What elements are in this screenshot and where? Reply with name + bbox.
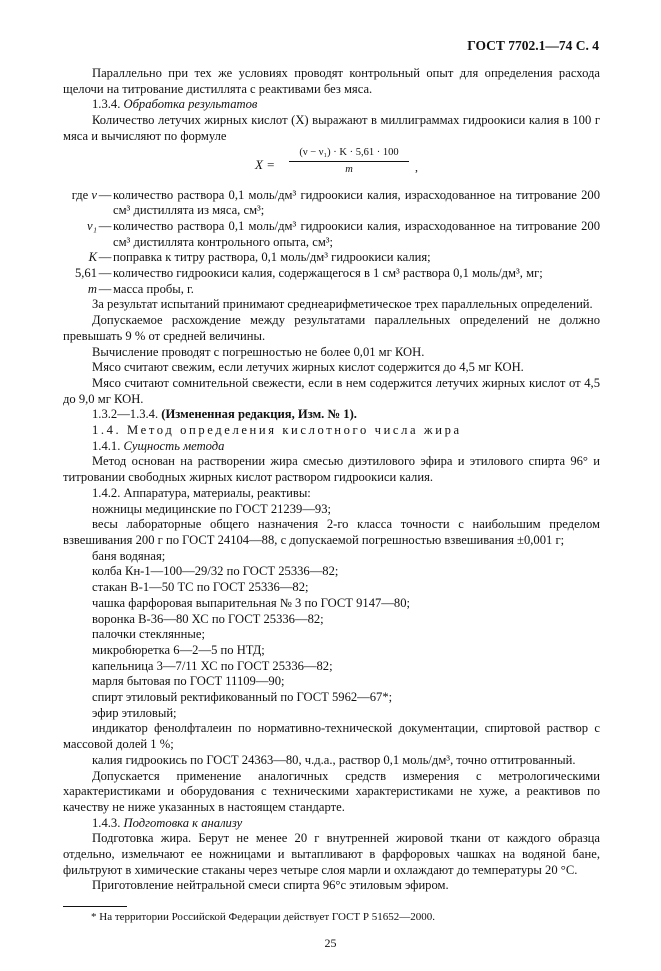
list-item: марля бытовая по ГОСТ 11109—90; <box>92 674 285 689</box>
section-title: Сущность метода <box>123 438 225 453</box>
section-heading: 1.4. Метод определения кислотного числа жира <box>92 423 462 438</box>
amendment-note <box>63 407 600 423</box>
definition-item <box>63 250 600 266</box>
paragraph: Количество летучих жирных кислот (X) выражают в миллиграммах гидроокиси калия в 100 г мяса и вычисляют по формуле <box>63 113 600 143</box>
definition-text: количество гидроокиси калия, содержащегося в 1 см³ раствора 0,1 моль/дм³, мг; <box>113 266 543 281</box>
definition-dash: — <box>98 281 112 296</box>
definition-term: ν <box>91 187 97 202</box>
definition-item <box>63 282 600 298</box>
section-heading <box>63 439 600 455</box>
paragraph: Мясо считают свежим, если летучих жирных кислот содержится до 4,5 мг КОН. <box>92 360 524 375</box>
list-item: колба Кн-1—100—29/32 по ГОСТ 25336—82; <box>92 564 339 579</box>
footnote-divider <box>63 906 127 907</box>
list-item: воронка В-36—80 ХС по ГОСТ 25336—82; <box>92 611 324 626</box>
definition-text: поправка к титру раствора, 0,1 моль/дм³ гидроокиси калия; <box>113 250 431 265</box>
definition-text: количество раствора 0,1 моль/дм³ гидроокиси калия, израсходованное на титрование 200 см³ дистиллята из мяса, см³; <box>113 187 600 218</box>
formula-fraction <box>289 146 409 176</box>
definition-term-cell <box>63 188 97 219</box>
list-item: ножницы медицинские по ГОСТ 21239—93; <box>92 501 332 516</box>
definition-term: m <box>87 281 97 296</box>
formula-numerator: (ν − ν₁) · K · 5,61 · 100 <box>299 146 399 158</box>
paragraph: Метод основан на растворении жира смесью диэтилового эфира и этилового спирта 96° и титровании свободных жирных кислот раствором гидроокиси калия. <box>63 454 600 485</box>
list-item: микробюретка 6—2—5 по НТД; <box>92 642 265 657</box>
list-item: баня водяная; <box>92 548 166 563</box>
amendment-text: (Измененная редакция, Изм. № 1). <box>161 407 357 422</box>
definition-term: 5,61 <box>74 266 97 281</box>
definition-term: K <box>88 250 97 265</box>
formula-lhs: X = <box>255 156 275 172</box>
list-item: чашка фарфоровая выпарительная № 3 по ГОСТ 9147—80; <box>92 595 410 610</box>
definition-item <box>63 188 600 219</box>
paragraph: Допускается применение аналогичных средств измерения с метрологическими характеристиками и оборудования с техническими характеристиками не хуже, а реактивов по качеству не ниже указанных в настоящем стандарте. <box>63 768 600 814</box>
definition-item <box>63 266 600 282</box>
section-title: Подготовка к анализу <box>123 815 243 830</box>
paragraph: За результат испытаний принимают среднеарифметическое трех параллельных определений. <box>92 297 593 312</box>
definition-text: масса пробы, г. <box>113 281 194 296</box>
definition-item <box>63 219 600 250</box>
list-item: индикатор фенолфталеин по нормативно-технической документации, спиртовой раствор с массовой долей 1 %; <box>63 721 600 752</box>
section-number: 1.4.3. <box>92 815 121 830</box>
paragraph: Параллельно при тех же условиях проводят контрольный опыт для определения расхода щелочи на титрование дистиллята с реактивами без мяса. <box>63 66 600 96</box>
definition-dash: — <box>98 266 112 281</box>
formula-comma: , <box>415 159 418 174</box>
paragraph: Вычисление проводят с погрешностью не более 0,01 мг КОН. <box>92 344 425 359</box>
definition-dash: — <box>98 250 112 265</box>
definition-text: количество раствора 0,1 моль/дм³ гидроокиси калия, израсходованное на титрование 200 см³ дистиллята контрольного опыта, см³; <box>113 218 600 249</box>
footnote: * На территории Российской Федерации действует ГОСТ Р 51652—2000. <box>91 911 436 924</box>
paragraph: Допускаемое расхождение между результатами параллельных определений не должно превышать 9 % от средней величины. <box>63 313 600 343</box>
section-number: 1.3.4. <box>92 97 121 112</box>
page-number: 25 <box>324 936 337 951</box>
definition-prefix: где <box>71 187 89 202</box>
list-item: спирт этиловый ректификованный по ГОСТ 5962—67*; <box>92 690 393 705</box>
list-item: палочки стеклянные; <box>92 627 205 642</box>
paragraph: Мясо считают сомнительной свежести, если в нем содержится летучих жирных кислот от 4,5 до 9,0 мг КОН. <box>63 375 600 406</box>
list-item: весы лабораторные общего назначения 2-го класса точности с наибольшим пределом взвешивания 200 г по ГОСТ 24104—88, с допускаемой погрешностью взвешивания ±0,001 г; <box>63 517 600 547</box>
list-item: стакан В-1—50 ТС по ГОСТ 25336—82; <box>92 580 309 595</box>
formula <box>63 146 600 186</box>
amendment-number: 1.3.2—1.3.4. <box>92 407 159 422</box>
fraction-bar <box>289 161 409 162</box>
definition-dash: — <box>98 187 112 202</box>
section-heading: 1.4.2. Аппаратура, материалы, реактивы: <box>92 485 311 500</box>
paragraph: Приготовление нейтральной смеси спирта 96°с этиловым эфиром. <box>92 878 449 893</box>
list-item: эфир этиловый; <box>92 705 177 720</box>
running-header: ГОСТ 7702.1—74 С. 4 <box>467 38 599 53</box>
definition-dash: — <box>98 218 112 233</box>
section-number: 1.4.1. <box>92 438 121 453</box>
section-title: Обработка результатов <box>123 97 258 112</box>
section-heading <box>63 97 600 113</box>
list-item: капельница 3—7/11 ХС по ГОСТ 25336—82; <box>92 658 333 673</box>
formula-denominator: m <box>345 163 353 175</box>
paragraph: Подготовка жира. Берут не менее 20 г внутренней жировой ткани от каждого образца отдельно, измельчают ее ножницами и вытапливают в фарфоровых чашках на водяной бане, фильтруют в химические стаканы через четыре слоя марли и охлаждают до температуры 20 °С. <box>63 831 600 877</box>
definition-term: ν₁ <box>87 218 97 233</box>
section-heading <box>63 816 600 832</box>
list-item: калия гидроокись по ГОСТ 24363—80, ч.д.а., раствор 0,1 моль/дм³, точно оттитрованный. <box>92 752 576 767</box>
